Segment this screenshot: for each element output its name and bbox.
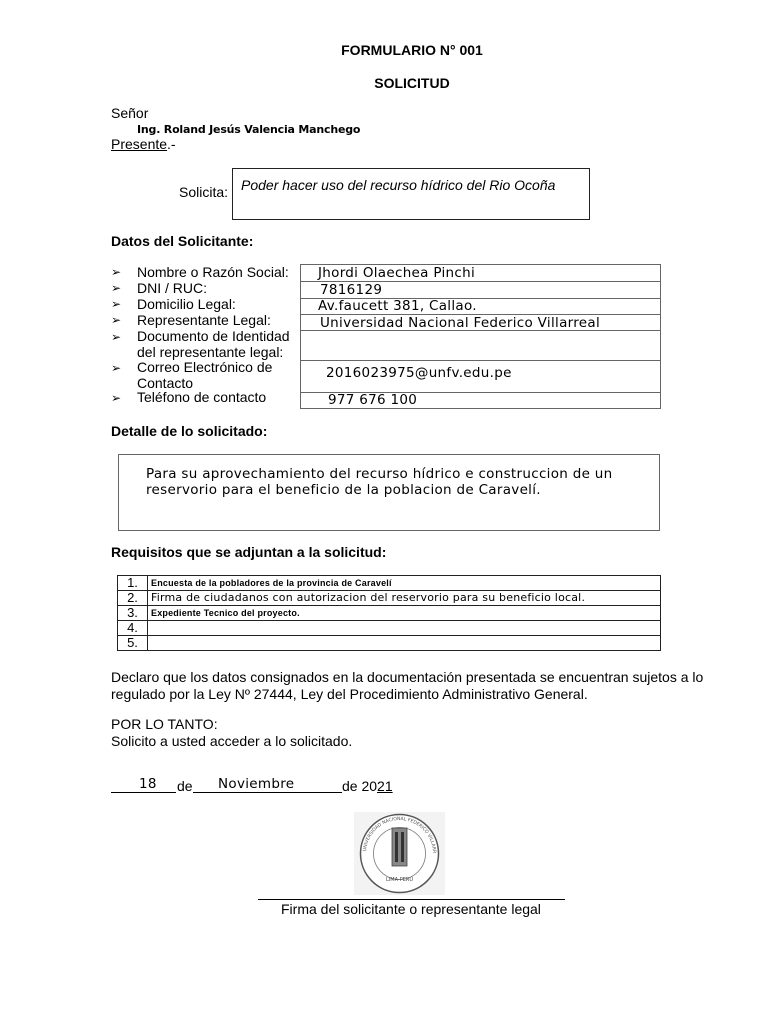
row-number: 5. [118,636,148,651]
field-label-address: Domicilio Legal: [137,296,236,312]
table-row [118,606,661,621]
applicant-values-table [300,264,661,409]
recipient-name: Ing. Roland Jesús Valencia Manchego [137,123,361,136]
form-subtitle: SOLICITUD [374,75,450,91]
field-value-dni: 7816129 [320,282,383,298]
request-box [232,168,590,220]
greeting: Señor [111,105,149,121]
field-value-phone: 977 676 100 [328,392,418,408]
requirements-heading: Requisitos que se adjuntan a la solicitud: [111,544,387,560]
detail-line-1: Para su aprovechamiento del recurso hídrico e construccion de un [146,466,613,482]
detail-heading: Detalle de lo solicitado: [111,423,268,439]
field-label-email [137,359,272,391]
field-label-phone: Teléfono de contacto [137,389,267,405]
field-value-address: Av.faucett 381, Callao. [318,298,477,314]
date-day: 18 [139,776,157,792]
arrowhead-bullet-icon: ➢ [111,313,122,327]
row-text [148,636,661,651]
table-row [118,621,661,636]
table-row [118,576,661,591]
field-value-name: Jhordi Olaechea Pinchi [318,265,476,281]
row-number: 1. [118,576,148,591]
date-year [342,778,401,794]
presente-line [111,136,176,152]
detail-line-2: reservorio para el beneficio de la poblacion de Caravelí. [146,482,541,498]
row-text: Expediente Tecnico del proyecto. [148,606,661,621]
row-number: 2. [118,591,148,606]
arrowhead-bullet-icon: ➢ [111,297,122,311]
declaration-line-1: Declaro que los datos consignados en la documentación presentada se encuentran sujetos a lo [111,669,704,685]
declaration-text [111,669,703,703]
field-label-representative: Representante Legal: [137,312,271,328]
seal-ring-text: UNIVERSIDAD NACIONAL FEDERICO VILLARR [363,816,437,854]
row-number: 4. [118,621,148,636]
field-value-representative: Universidad Nacional Federico Villarreal [320,315,601,331]
request-value: Poder hacer uso del recurso hídrico del Rio Ocoña [241,177,556,193]
date-month: Noviembre [218,776,295,792]
row-number: 3. [118,606,148,621]
arrowhead-bullet-icon: ➢ [111,330,122,344]
university-seal-image [354,812,445,895]
row-text [148,621,661,636]
date-year-suffix: 21 [377,778,393,794]
declaration-line-2: regulado por la Ley Nº 27444, Ley del Procedimiento Administrativo General. [111,686,588,702]
row-text: Firma de ciudadanos con autorizacion del reservorio para su beneficio local. [148,591,661,606]
field-label-email-line1: Correo Electrónico de [137,359,273,375]
table-row [118,636,661,651]
arrowhead-bullet-icon: ➢ [111,265,122,279]
arrowhead-bullet-icon: ➢ [111,361,122,375]
field-label-rep-id-line2: del representante legal: [137,344,284,360]
closing-text [111,716,352,750]
presente-suffix: .- [167,136,176,152]
arrowhead-bullet-icon: ➢ [111,391,122,405]
requirements-table [117,575,661,651]
table-row [118,591,661,606]
arrowhead-bullet-icon: ➢ [111,281,122,295]
signature-caption: Firma del solicitante o representante legal [281,901,541,917]
seal-bottom-text: LIMA-PERÚ [386,877,413,883]
field-value-email: 2016023975@unfv.edu.pe [326,365,512,381]
por-lo-tanto: POR LO TANTO: [111,716,218,732]
presente-word: Presente [111,136,168,152]
field-label-email-line2: Contacto [137,375,194,391]
solicito-line: Solicito a usted acceder a lo solicitado. [111,733,353,749]
field-label-dni: DNI / RUC: [137,280,207,296]
detail-box [118,454,660,531]
detail-text [146,466,613,498]
date-de-1: de [177,778,193,794]
row-text: Encuesta de la pobladores de la provincia de Caravelí [148,576,661,591]
form-title: FORMULARIO N° 001 [341,42,483,58]
field-label-rep-id-line1: Documento de Identidad [137,328,290,344]
date-de-2: de 20 [342,778,378,794]
field-label-rep-id [137,328,290,360]
request-label: Solicita: [179,184,229,200]
applicant-heading: Datos del Solicitante: [111,233,254,249]
field-label-name: Nombre o Razón Social: [137,264,289,280]
